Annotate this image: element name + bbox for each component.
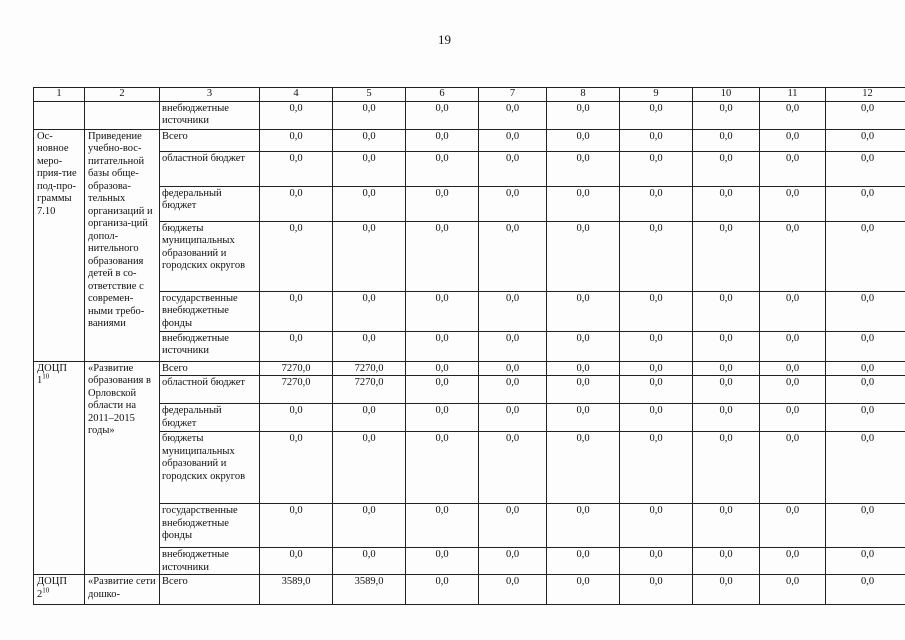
source-label: Всего: [160, 129, 260, 151]
table-row: [34, 548, 905, 575]
value-cell: 0,0: [260, 504, 333, 548]
value-cell: 0,0: [547, 504, 620, 548]
value-cell: 0,0: [693, 186, 760, 221]
value-cell: 3589,0: [260, 575, 333, 605]
table-row: [34, 432, 905, 504]
value-cell: 0,0: [693, 361, 760, 376]
value-cell: 0,0: [333, 432, 406, 504]
value-cell: 0,0: [406, 376, 479, 404]
empty-cell: [34, 101, 85, 129]
column-number: 3: [160, 88, 260, 102]
value-cell: 0,0: [760, 504, 826, 548]
column-number: 7: [479, 88, 547, 102]
value-cell: 3589,0: [333, 575, 406, 605]
column-number-row: [34, 88, 905, 102]
value-cell: 0,0: [260, 101, 333, 129]
source-label: Всего: [160, 575, 260, 605]
value-cell: 0,0: [406, 186, 479, 221]
value-cell: 0,0: [406, 575, 479, 605]
value-cell: 0,0: [760, 186, 826, 221]
value-cell: 0,0: [479, 221, 547, 291]
value-cell: 0,0: [547, 331, 620, 361]
value-cell: 0,0: [479, 504, 547, 548]
value-cell: 0,0: [620, 291, 693, 331]
value-cell: 0,0: [333, 504, 406, 548]
value-cell: 0,0: [826, 361, 905, 376]
value-cell: 0,0: [760, 361, 826, 376]
measure-code: [34, 575, 85, 605]
value-cell: 0,0: [406, 504, 479, 548]
value-cell: 0,0: [333, 186, 406, 221]
value-cell: 0,0: [826, 548, 905, 575]
value-cell: 0,0: [260, 331, 333, 361]
value-cell: 0,0: [260, 404, 333, 432]
value-cell: 0,0: [333, 221, 406, 291]
value-cell: 0,0: [547, 376, 620, 404]
value-cell: 0,0: [406, 548, 479, 575]
value-cell: 0,0: [333, 151, 406, 186]
value-cell: 0,0: [260, 129, 333, 151]
value-cell: 0,0: [260, 548, 333, 575]
source-label: областной бюджет: [160, 151, 260, 186]
source-label: областной бюджет: [160, 376, 260, 404]
value-cell: 0,0: [260, 221, 333, 291]
value-cell: 0,0: [406, 129, 479, 151]
value-cell: 0,0: [620, 575, 693, 605]
measure-code-text: ДОЦП 1: [37, 362, 67, 386]
value-cell: 0,0: [693, 151, 760, 186]
value-cell: 7270,0: [333, 376, 406, 404]
column-number: 8: [547, 88, 620, 102]
value-cell: 0,0: [547, 404, 620, 432]
value-cell: 0,0: [547, 221, 620, 291]
source-label: внебюджетные источники: [160, 548, 260, 575]
value-cell: 0,0: [760, 129, 826, 151]
value-cell: 0,0: [826, 575, 905, 605]
value-cell: 0,0: [479, 404, 547, 432]
table-row: [34, 291, 905, 331]
value-cell: 0,0: [479, 548, 547, 575]
value-cell: 0,0: [760, 376, 826, 404]
measure-code-sup: 10: [42, 372, 50, 381]
value-cell: 0,0: [693, 376, 760, 404]
value-cell: 0,0: [826, 186, 905, 221]
measure-code-sup: 10: [42, 586, 50, 594]
table-row: [34, 504, 905, 548]
source-label: федеральный бюджет: [160, 404, 260, 432]
empty-cell: [85, 101, 160, 129]
value-cell: 0,0: [620, 548, 693, 575]
value-cell: 0,0: [620, 504, 693, 548]
value-cell: 0,0: [406, 404, 479, 432]
value-cell: 0,0: [620, 432, 693, 504]
page-number: 19: [438, 32, 451, 47]
value-cell: 0,0: [333, 548, 406, 575]
table-row: [34, 575, 905, 605]
value-cell: 0,0: [547, 291, 620, 331]
measure-name: «Развитие сети дошко-: [85, 575, 160, 605]
value-cell: 0,0: [826, 376, 905, 404]
table-row: [34, 151, 905, 186]
value-cell: 0,0: [760, 432, 826, 504]
value-cell: 0,0: [620, 129, 693, 151]
value-cell: 0,0: [479, 376, 547, 404]
value-cell: 0,0: [406, 331, 479, 361]
source-label: государственные внебюджетные фонды: [160, 291, 260, 331]
value-cell: 0,0: [547, 361, 620, 376]
value-cell: 0,0: [826, 129, 905, 151]
table-row: [34, 186, 905, 221]
value-cell: 0,0: [479, 361, 547, 376]
value-cell: 0,0: [260, 186, 333, 221]
value-cell: 0,0: [547, 575, 620, 605]
value-cell: 0,0: [260, 432, 333, 504]
measure-name: Приведение учебно-вос-питательной базы обще-образова-тельных организаций и организа-ций допол-нительного образования детей в со-ответствие с современ-ными требо-ваниями: [85, 129, 160, 361]
value-cell: 0,0: [333, 291, 406, 331]
value-cell: 0,0: [620, 331, 693, 361]
value-cell: 0,0: [826, 404, 905, 432]
value-cell: 0,0: [260, 291, 333, 331]
value-cell: 0,0: [693, 404, 760, 432]
column-number: 6: [406, 88, 479, 102]
value-cell: 0,0: [333, 101, 406, 129]
value-cell: 0,0: [333, 331, 406, 361]
value-cell: 0,0: [406, 291, 479, 331]
value-cell: 0,0: [826, 432, 905, 504]
value-cell: 0,0: [760, 221, 826, 291]
value-cell: 0,0: [760, 404, 826, 432]
value-cell: 0,0: [260, 151, 333, 186]
value-cell: 0,0: [826, 221, 905, 291]
table-row: [34, 331, 905, 361]
budget-table: [33, 87, 905, 605]
table-row: [34, 404, 905, 432]
value-cell: 0,0: [693, 101, 760, 129]
value-cell: 0,0: [547, 432, 620, 504]
value-cell: 0,0: [620, 186, 693, 221]
value-cell: 0,0: [333, 129, 406, 151]
value-cell: 0,0: [693, 575, 760, 605]
value-cell: 7270,0: [333, 361, 406, 376]
value-cell: 0,0: [333, 404, 406, 432]
value-cell: 0,0: [479, 331, 547, 361]
value-cell: 0,0: [620, 221, 693, 291]
value-cell: 0,0: [547, 129, 620, 151]
table-row: [34, 221, 905, 291]
value-cell: 0,0: [693, 548, 760, 575]
value-cell: 0,0: [826, 331, 905, 361]
value-cell: 0,0: [547, 186, 620, 221]
value-cell: 0,0: [693, 504, 760, 548]
column-number: 4: [260, 88, 333, 102]
source-label: бюджеты муниципальных образований и городских округов: [160, 432, 260, 504]
measure-code: [34, 129, 85, 361]
value-cell: 0,0: [479, 186, 547, 221]
value-cell: 0,0: [826, 291, 905, 331]
value-cell: 0,0: [760, 575, 826, 605]
column-number: 1: [34, 88, 85, 102]
value-cell: 0,0: [479, 129, 547, 151]
measure-code: [34, 361, 85, 575]
value-cell: 0,0: [760, 291, 826, 331]
source-label: внебюджетные источники: [160, 331, 260, 361]
value-cell: 0,0: [479, 101, 547, 129]
value-cell: 0,0: [547, 548, 620, 575]
value-cell: 0,0: [620, 151, 693, 186]
measure-name: «Развитие образования в Орловской области на 2011–2015 годы»: [85, 361, 160, 575]
value-cell: 0,0: [826, 151, 905, 186]
value-cell: 0,0: [693, 432, 760, 504]
source-label: государственные внебюджетные фонды: [160, 504, 260, 548]
source-label: Всего: [160, 361, 260, 376]
source-label: внебюджетные источники: [160, 101, 260, 129]
value-cell: 0,0: [620, 361, 693, 376]
column-number: 10: [693, 88, 760, 102]
value-cell: 0,0: [547, 151, 620, 186]
value-cell: 0,0: [620, 376, 693, 404]
value-cell: 0,0: [693, 129, 760, 151]
value-cell: 0,0: [406, 151, 479, 186]
table-row: [34, 101, 905, 129]
column-number: 9: [620, 88, 693, 102]
source-label: федеральный бюджет: [160, 186, 260, 221]
value-cell: 0,0: [479, 432, 547, 504]
column-number: 2: [85, 88, 160, 102]
column-number: 5: [333, 88, 406, 102]
value-cell: 0,0: [826, 504, 905, 548]
measure-code-text: Ос-новное меро-прия-тие под-про-граммы 7.10: [37, 130, 77, 217]
value-cell: 0,0: [479, 151, 547, 186]
value-cell: 0,0: [620, 101, 693, 129]
value-cell: 0,0: [406, 432, 479, 504]
table-row: [34, 361, 905, 376]
value-cell: 7270,0: [260, 361, 333, 376]
value-cell: 0,0: [693, 331, 760, 361]
source-label: бюджеты муниципальных образований и городских округов: [160, 221, 260, 291]
column-number: 12: [826, 88, 905, 102]
measure-code-text: ДОЦП 2: [37, 576, 67, 600]
value-cell: 0,0: [760, 331, 826, 361]
value-cell: 0,0: [479, 575, 547, 605]
value-cell: 0,0: [547, 101, 620, 129]
value-cell: 0,0: [406, 221, 479, 291]
value-cell: 0,0: [760, 548, 826, 575]
value-cell: 0,0: [620, 404, 693, 432]
value-cell: 0,0: [406, 361, 479, 376]
value-cell: 0,0: [760, 151, 826, 186]
table-row: [34, 129, 905, 151]
table-row: [34, 376, 905, 404]
value-cell: 0,0: [826, 101, 905, 129]
value-cell: 0,0: [479, 291, 547, 331]
value-cell: 0,0: [693, 221, 760, 291]
value-cell: 0,0: [693, 291, 760, 331]
value-cell: 0,0: [406, 101, 479, 129]
column-number: 11: [760, 88, 826, 102]
value-cell: 7270,0: [260, 376, 333, 404]
value-cell: 0,0: [760, 101, 826, 129]
